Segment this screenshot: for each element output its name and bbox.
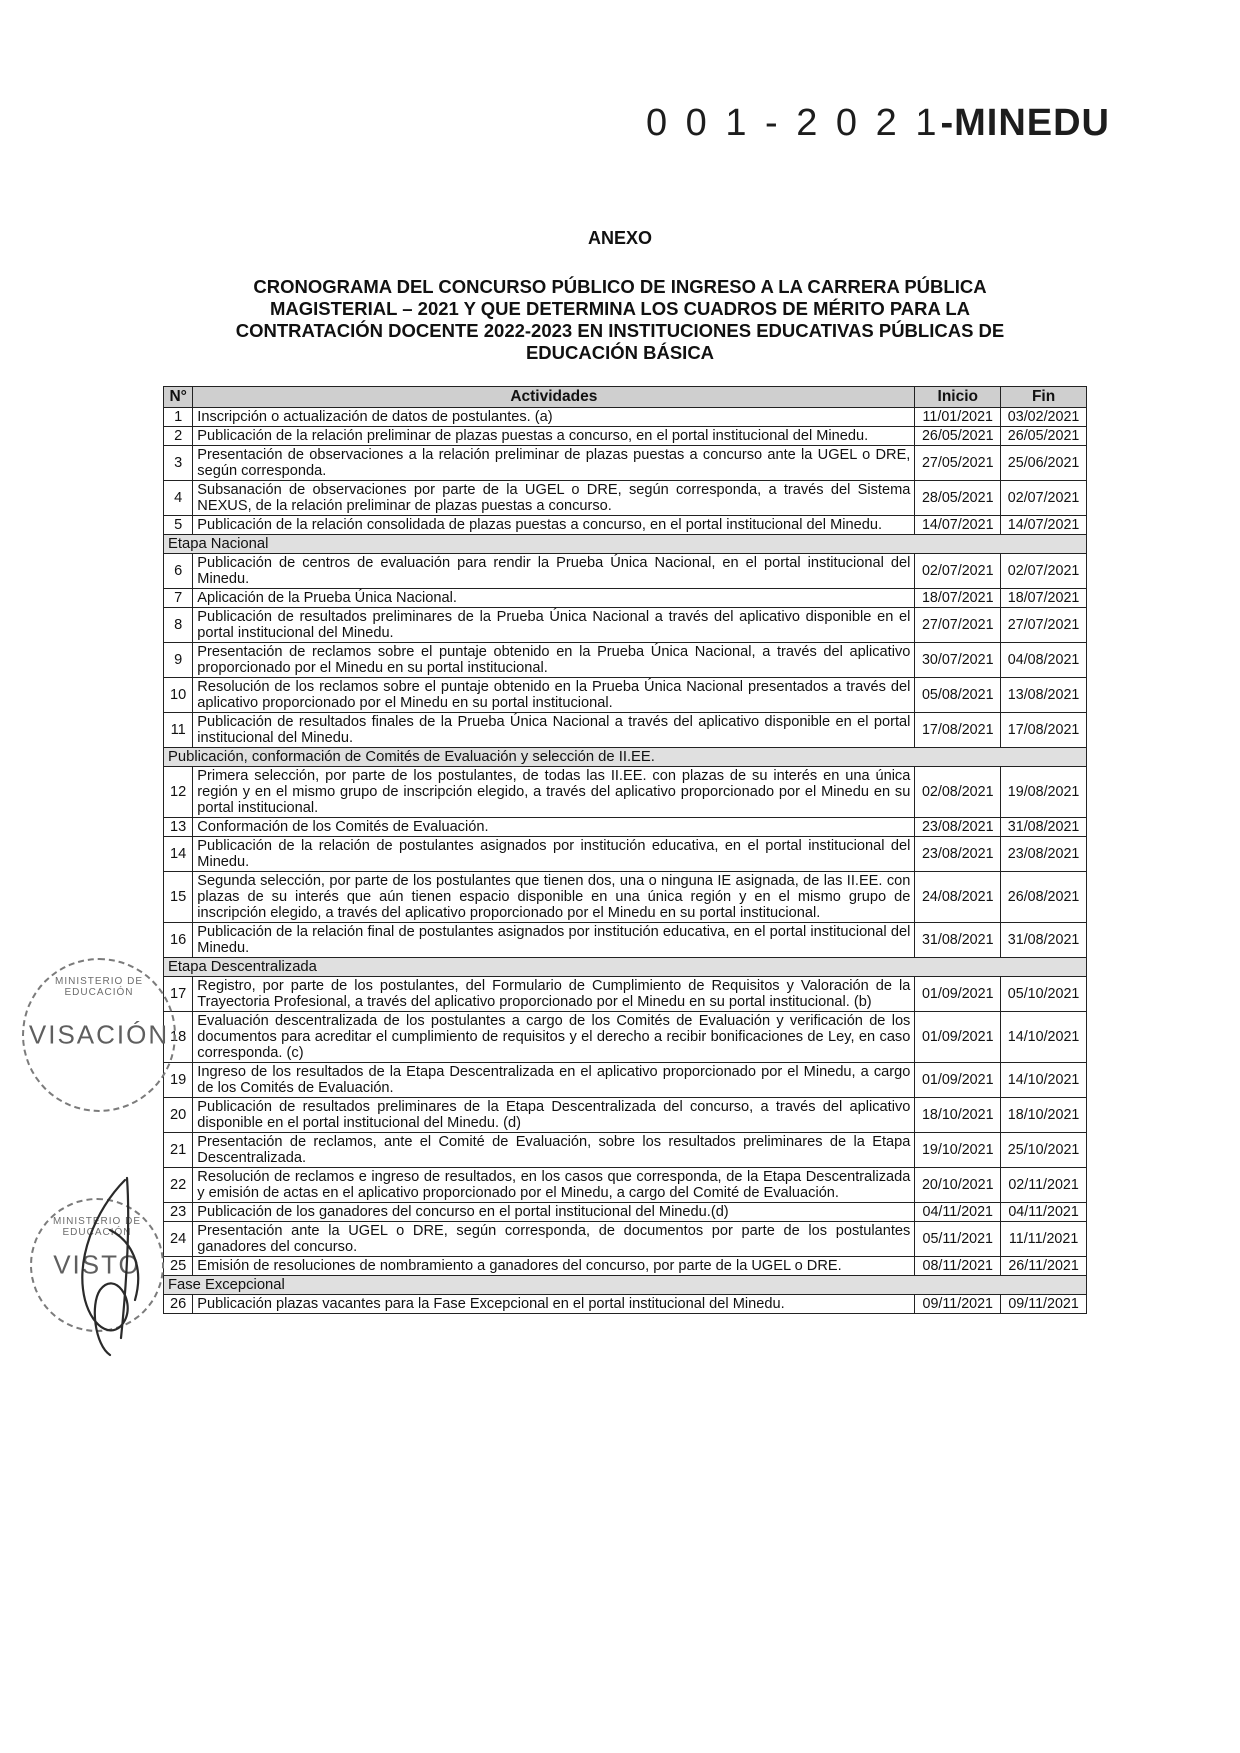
row-end-date: 05/10/2021 bbox=[1001, 977, 1087, 1012]
table-row bbox=[164, 516, 1087, 535]
row-end-date: 02/07/2021 bbox=[1001, 554, 1087, 589]
row-end-date: 25/10/2021 bbox=[1001, 1133, 1087, 1168]
header-end-date: Fin bbox=[1001, 387, 1087, 408]
row-number: 5 bbox=[164, 516, 193, 535]
row-end-date: 19/08/2021 bbox=[1001, 767, 1087, 818]
row-start-date: 19/10/2021 bbox=[915, 1133, 1001, 1168]
row-activity: Primera selección, por parte de los postulantes, de todas las II.EE. con plazas de su interés en una única región y en el mismo grupo de inscripción elegido, a través del aplicativo proporcionado por el Minedu en su portal institucional. bbox=[193, 767, 915, 818]
row-start-date: 14/07/2021 bbox=[915, 516, 1001, 535]
row-activity: Subsanación de observaciones por parte de la UGEL o DRE, según corresponda, a través del Sistema NEXUS, de la relación preliminar de plazas puestas a concurso. bbox=[193, 481, 915, 516]
row-end-date: 31/08/2021 bbox=[1001, 818, 1087, 837]
row-start-date: 23/08/2021 bbox=[915, 837, 1001, 872]
row-activity: Presentación de observaciones a la relación preliminar de plazas puestas a concurso ante la UGEL o DRE, según corresponda. bbox=[193, 446, 915, 481]
stamp-word: VISTO bbox=[53, 1249, 141, 1280]
resolution-number-digits: 0 0 1 - 2 0 2 1 bbox=[645, 102, 941, 144]
row-activity: Presentación de reclamos, ante el Comité de Evaluación, sobre los resultados preliminares de la Etapa Descentralizada. bbox=[193, 1133, 915, 1168]
row-start-date: 11/01/2021 bbox=[915, 408, 1001, 427]
row-end-date: 18/10/2021 bbox=[1001, 1098, 1087, 1133]
table-row bbox=[164, 1203, 1087, 1222]
table-row bbox=[164, 767, 1087, 818]
row-number: 23 bbox=[164, 1203, 193, 1222]
row-end-date: 02/11/2021 bbox=[1001, 1168, 1087, 1203]
row-number: 20 bbox=[164, 1098, 193, 1133]
table-row bbox=[164, 1063, 1087, 1098]
schedule-table bbox=[163, 386, 1087, 1314]
row-start-date: 18/10/2021 bbox=[915, 1098, 1001, 1133]
row-number: 19 bbox=[164, 1063, 193, 1098]
row-start-date: 23/08/2021 bbox=[915, 818, 1001, 837]
row-activity: Publicación de la relación preliminar de plazas puestas a concurso, en el portal institucional del Minedu. bbox=[193, 427, 915, 446]
table-row bbox=[164, 589, 1087, 608]
row-number: 9 bbox=[164, 643, 193, 678]
row-number: 15 bbox=[164, 872, 193, 923]
row-number: 8 bbox=[164, 608, 193, 643]
row-number: 17 bbox=[164, 977, 193, 1012]
table-row bbox=[164, 1098, 1087, 1133]
resolution-number bbox=[646, 102, 1110, 145]
row-start-date: 02/07/2021 bbox=[915, 554, 1001, 589]
row-start-date: 04/11/2021 bbox=[915, 1203, 1001, 1222]
row-number: 6 bbox=[164, 554, 193, 589]
row-end-date: 17/08/2021 bbox=[1001, 713, 1087, 748]
row-end-date: 13/08/2021 bbox=[1001, 678, 1087, 713]
row-end-date: 11/11/2021 bbox=[1001, 1222, 1087, 1257]
table-row bbox=[164, 481, 1087, 516]
row-end-date: 03/02/2021 bbox=[1001, 408, 1087, 427]
row-number: 24 bbox=[164, 1222, 193, 1257]
table-row bbox=[164, 554, 1087, 589]
section-row bbox=[164, 535, 1087, 554]
table-row bbox=[164, 608, 1087, 643]
table-row bbox=[164, 1257, 1087, 1276]
section-label: Etapa Nacional bbox=[164, 535, 1087, 554]
row-activity: Resolución de los reclamos sobre el puntaje obtenido en la Prueba Única Nacional presentados a través del aplicativo proporcionado por el Minedu en su portal institucional. bbox=[193, 678, 915, 713]
row-number: 16 bbox=[164, 923, 193, 958]
row-activity: Inscripción o actualización de datos de postulantes. (a) bbox=[193, 408, 915, 427]
row-end-date: 23/08/2021 bbox=[1001, 837, 1087, 872]
row-number: 4 bbox=[164, 481, 193, 516]
row-number: 18 bbox=[164, 1012, 193, 1063]
row-end-date: 26/08/2021 bbox=[1001, 872, 1087, 923]
row-activity: Conformación de los Comités de Evaluación. bbox=[193, 818, 915, 837]
header-start-date: Inicio bbox=[915, 387, 1001, 408]
row-number: 13 bbox=[164, 818, 193, 837]
row-activity: Registro, por parte de los postulantes, del Formulario de Cumplimiento de Requisitos y Valoración de la Trayectoria Profesional, a través del aplicativo proporcionado por el Minedu en su portal institucional. (b) bbox=[193, 977, 915, 1012]
row-activity: Publicación de la relación de postulantes asignados por institución educativa, en el portal institucional del Minedu. bbox=[193, 837, 915, 872]
row-start-date: 26/05/2021 bbox=[915, 427, 1001, 446]
table-row bbox=[164, 977, 1087, 1012]
table-row bbox=[164, 408, 1087, 427]
row-end-date: 09/11/2021 bbox=[1001, 1295, 1087, 1314]
table-row bbox=[164, 923, 1087, 958]
table-row bbox=[164, 837, 1087, 872]
table-row bbox=[164, 872, 1087, 923]
row-start-date: 05/11/2021 bbox=[915, 1222, 1001, 1257]
row-start-date: 30/07/2021 bbox=[915, 643, 1001, 678]
row-start-date: 01/09/2021 bbox=[915, 1063, 1001, 1098]
row-end-date: 04/08/2021 bbox=[1001, 643, 1087, 678]
section-label: Etapa Descentralizada bbox=[164, 958, 1087, 977]
stamp-ring-text: MINISTERIO DE EDUCACIÓN bbox=[54, 976, 143, 998]
row-start-date: 31/08/2021 bbox=[915, 923, 1001, 958]
row-end-date: 14/10/2021 bbox=[1001, 1063, 1087, 1098]
row-number: 26 bbox=[164, 1295, 193, 1314]
row-activity: Emisión de resoluciones de nombramiento a ganadores del concurso, por parte de la UGEL o DRE. bbox=[193, 1257, 915, 1276]
row-activity: Publicación plazas vacantes para la Fase Excepcional en el portal institucional del Minedu. bbox=[193, 1295, 915, 1314]
table-row bbox=[164, 1012, 1087, 1063]
row-end-date: 02/07/2021 bbox=[1001, 481, 1087, 516]
table-row bbox=[164, 1295, 1087, 1314]
table-row bbox=[164, 678, 1087, 713]
table-row bbox=[164, 643, 1087, 678]
row-activity: Publicación de resultados preliminares de la Etapa Descentralizada del concurso, a través del aplicativo disponible en el portal institucional del Minedu. (d) bbox=[193, 1098, 915, 1133]
row-end-date: 26/05/2021 bbox=[1001, 427, 1087, 446]
row-number: 21 bbox=[164, 1133, 193, 1168]
row-number: 1 bbox=[164, 408, 193, 427]
row-start-date: 05/08/2021 bbox=[915, 678, 1001, 713]
row-end-date: 27/07/2021 bbox=[1001, 608, 1087, 643]
row-start-date: 08/11/2021 bbox=[915, 1257, 1001, 1276]
section-row bbox=[164, 1276, 1087, 1295]
row-activity: Publicación de resultados preliminares de la Prueba Única Nacional a través del aplicativo disponible en el portal institucional del Minedu. bbox=[193, 608, 915, 643]
row-start-date: 24/08/2021 bbox=[915, 872, 1001, 923]
header-activity: Actividades bbox=[193, 387, 915, 408]
row-number: 10 bbox=[164, 678, 193, 713]
document-title: CRONOGRAMA DEL CONCURSO PÚBLICO DE INGRESO A LA CARRERA PÚBLICA MAGISTERIAL – 2021 Y QUE DETERMINA LOS CUADROS DE MÉRITO PARA LA CONTRATACIÓN DOCENTE 2022-2023 EN INSTITUCIONES EDUCATIVAS PÚBLICAS DE EDUCACIÓN BÁSICA bbox=[235, 276, 1005, 363]
section-row bbox=[164, 748, 1087, 767]
row-activity: Aplicación de la Prueba Única Nacional. bbox=[193, 589, 915, 608]
row-end-date: 18/07/2021 bbox=[1001, 589, 1087, 608]
row-end-date: 31/08/2021 bbox=[1001, 923, 1087, 958]
row-number: 25 bbox=[164, 1257, 193, 1276]
row-start-date: 27/05/2021 bbox=[915, 446, 1001, 481]
table-row bbox=[164, 1222, 1087, 1257]
table-row bbox=[164, 427, 1087, 446]
row-activity: Publicación de los ganadores del concurso en el portal institucional del Minedu.(d) bbox=[193, 1203, 915, 1222]
handwritten-signature bbox=[55, 1170, 165, 1360]
row-activity: Publicación de resultados finales de la Prueba Única Nacional a través del aplicativo disponible en el portal institucional del Minedu. bbox=[193, 713, 915, 748]
row-number: 12 bbox=[164, 767, 193, 818]
row-start-date: 01/09/2021 bbox=[915, 1012, 1001, 1063]
section-label: Fase Excepcional bbox=[164, 1276, 1087, 1295]
row-end-date: 14/07/2021 bbox=[1001, 516, 1087, 535]
row-number: 7 bbox=[164, 589, 193, 608]
row-end-date: 04/11/2021 bbox=[1001, 1203, 1087, 1222]
table-row bbox=[164, 1168, 1087, 1203]
row-end-date: 25/06/2021 bbox=[1001, 446, 1087, 481]
table-row bbox=[164, 446, 1087, 481]
row-start-date: 02/08/2021 bbox=[915, 767, 1001, 818]
schedule-table-body bbox=[164, 408, 1087, 1314]
row-number: 22 bbox=[164, 1168, 193, 1203]
row-activity: Publicación de la relación consolidada de plazas puestas a concurso, en el portal institucional del Minedu. bbox=[193, 516, 915, 535]
row-activity: Resolución de reclamos e ingreso de resultados, en los casos que corresponda, de la Etapa Descentralizada y emisión de actas en el aplicativo proporcionado por el Minedu, a cargo del Comité de Evaluación. bbox=[193, 1168, 915, 1203]
visacion-stamp bbox=[22, 958, 176, 1112]
row-start-date: 17/08/2021 bbox=[915, 713, 1001, 748]
row-start-date: 27/07/2021 bbox=[915, 608, 1001, 643]
row-start-date: 01/09/2021 bbox=[915, 977, 1001, 1012]
row-end-date: 14/10/2021 bbox=[1001, 1012, 1087, 1063]
section-label: Publicación, conformación de Comités de Evaluación y selección de II.EE. bbox=[164, 748, 1087, 767]
row-start-date: 28/05/2021 bbox=[915, 481, 1001, 516]
row-number: 11 bbox=[164, 713, 193, 748]
row-start-date: 20/10/2021 bbox=[915, 1168, 1001, 1203]
row-activity: Presentación ante la UGEL o DRE, según corresponda, de documentos por parte de los postulantes ganadores del concurso. bbox=[193, 1222, 915, 1257]
stamp-word: VISACIÓN bbox=[28, 1019, 170, 1050]
row-activity: Evaluación descentralizada de los postulantes a cargo de los Comités de Evaluación y verificación de los documentos para acreditar el cumplimiento de requisitos y el derecho a recibir bonificaciones de Ley, en caso corresponda. (c) bbox=[193, 1012, 915, 1063]
section-row bbox=[164, 958, 1087, 977]
row-start-date: 09/11/2021 bbox=[915, 1295, 1001, 1314]
row-number: 2 bbox=[164, 427, 193, 446]
stamp-ring-text: MINISTERIO DE EDUCACIÓN bbox=[52, 1216, 141, 1238]
row-activity: Publicación de centros de evaluación para rendir la Prueba Única Nacional, en el portal institucional del Minedu. bbox=[193, 554, 915, 589]
row-number: 3 bbox=[164, 446, 193, 481]
annex-title: ANEXO bbox=[587, 228, 652, 248]
resolution-number-suffix: -MINEDU bbox=[940, 102, 1110, 144]
row-activity: Publicación de la relación final de postulantes asignados por institución educativa, en el portal institucional del Minedu. bbox=[193, 923, 915, 958]
header-number: N° bbox=[164, 387, 193, 408]
row-number: 14 bbox=[164, 837, 193, 872]
table-row bbox=[164, 1133, 1087, 1168]
row-end-date: 26/11/2021 bbox=[1001, 1257, 1087, 1276]
row-start-date: 18/07/2021 bbox=[915, 589, 1001, 608]
table-row bbox=[164, 818, 1087, 837]
row-activity: Presentación de reclamos sobre el puntaje obtenido en la Prueba Única Nacional, a través del aplicativo proporcionado por el Minedu en su portal institucional. bbox=[193, 643, 915, 678]
row-activity: Ingreso de los resultados de la Etapa Descentralizada en el aplicativo proporcionado por el Minedu, a cargo de los Comités de Evaluación. bbox=[193, 1063, 915, 1098]
row-activity: Segunda selección, por parte de los postulantes que tienen dos, una o ninguna IE asignada, de las II.EE. con plazas de su interés que aún tienen espacio disponible en una única región y en el mismo grupo de inscripción elegido, a través del aplicativo proporcionado por el Minedu en su portal institucional. bbox=[193, 872, 915, 923]
table-row bbox=[164, 713, 1087, 748]
table-header-row bbox=[164, 387, 1087, 408]
